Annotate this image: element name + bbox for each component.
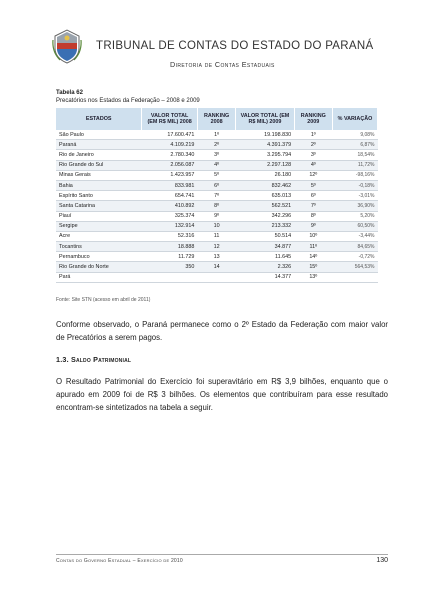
table-row bbox=[56, 272, 378, 282]
organization-subtitle: Diretoria de Contas Estaduais bbox=[170, 60, 275, 69]
cell-variacao: 564,53% bbox=[332, 262, 377, 272]
page-header bbox=[52, 28, 392, 78]
parana-coat-of-arms-icon bbox=[52, 28, 82, 64]
table-row bbox=[56, 170, 378, 180]
cell-ranking-2008: 4º bbox=[197, 160, 235, 170]
page-number: 130 bbox=[376, 557, 388, 564]
cell-valor-2008: 52.316 bbox=[142, 231, 198, 241]
table-row bbox=[56, 140, 378, 150]
cell-variacao: -3,44% bbox=[332, 231, 377, 241]
cell-valor-2008: 4.109.219 bbox=[142, 140, 198, 150]
organization-title: TRIBUNAL DE CONTAS DO ESTADO DO PARANÁ bbox=[96, 40, 374, 52]
footer-text: Contas do Governo Estadual – Exercício de 2010 bbox=[56, 558, 183, 564]
table-row bbox=[56, 262, 378, 272]
cell-valor-2009: 34.877 bbox=[236, 242, 294, 252]
cell-valor-2008 bbox=[142, 272, 198, 282]
cell-valor-2008: 2.780.340 bbox=[142, 150, 198, 160]
cell-ranking-2009: 9º bbox=[294, 221, 332, 231]
cell-valor-2008: 11.729 bbox=[142, 252, 198, 262]
cell-variacao: -0,18% bbox=[332, 180, 377, 190]
cell-estado: São Paulo bbox=[56, 130, 142, 140]
cell-ranking-2009: 6º bbox=[294, 191, 332, 201]
cell-valor-2009: 562.521 bbox=[236, 201, 294, 211]
cell-ranking-2008: 11 bbox=[197, 231, 235, 241]
table-row bbox=[56, 242, 378, 252]
cell-valor-2009: 342.296 bbox=[236, 211, 294, 221]
cell-valor-2009: 2.297.128 bbox=[236, 160, 294, 170]
cell-valor-2009: 11.645 bbox=[236, 252, 294, 262]
cell-valor-2008: 1.423.957 bbox=[142, 170, 198, 180]
cell-estado: Tocantins bbox=[56, 242, 142, 252]
table-header-row bbox=[56, 108, 378, 130]
footer-divider bbox=[56, 554, 388, 555]
cell-ranking-2008: 7º bbox=[197, 191, 235, 201]
cell-variacao: -0,72% bbox=[332, 252, 377, 262]
table-row bbox=[56, 150, 378, 160]
cell-estado: Pará bbox=[56, 272, 142, 282]
cell-variacao: 11,72% bbox=[332, 160, 377, 170]
cell-valor-2008: 325.374 bbox=[142, 211, 198, 221]
cell-valor-2008: 2.056.087 bbox=[142, 160, 198, 170]
cell-variacao: -98,16% bbox=[332, 170, 377, 180]
cell-ranking-2009: 14º bbox=[294, 252, 332, 262]
cell-valor-2009: 635.013 bbox=[236, 191, 294, 201]
paragraph-saldo-patrimonial: O Resultado Patrimonial do Exercício foi superavitário em R$ 3,9 bilhões, enquanto que o apurado em 2009 foi de R$ 3 bilhões. Os elementos que contribuíram para esse resultado encontram-se sintetizados na tabela a seguir. bbox=[56, 377, 388, 412]
cell-valor-2008: 132.914 bbox=[142, 221, 198, 231]
cell-estado: Minas Gerais bbox=[56, 170, 142, 180]
table-row bbox=[56, 180, 378, 190]
cell-ranking-2009: 5º bbox=[294, 180, 332, 190]
table-row bbox=[56, 201, 378, 211]
cell-ranking-2008: 8º bbox=[197, 201, 235, 211]
column-header-ranking-2008: RANKING 2008 bbox=[197, 108, 235, 130]
cell-valor-2009: 50.514 bbox=[236, 231, 294, 241]
cell-ranking-2009: 11º bbox=[294, 242, 332, 252]
cell-valor-2009: 2.326 bbox=[236, 262, 294, 272]
cell-variacao bbox=[332, 272, 377, 282]
cell-valor-2009: 26.180 bbox=[236, 170, 294, 180]
cell-valor-2009: 832.462 bbox=[236, 180, 294, 190]
cell-estado: Piauí bbox=[56, 211, 142, 221]
cell-valor-2008: 18.888 bbox=[142, 242, 198, 252]
cell-valor-2009: 14.377 bbox=[236, 272, 294, 282]
cell-ranking-2009: 8º bbox=[294, 211, 332, 221]
cell-ranking-2009: 13º bbox=[294, 272, 332, 282]
table-row bbox=[56, 191, 378, 201]
cell-valor-2008: 350 bbox=[142, 262, 198, 272]
table-label: Tabela 62 bbox=[56, 90, 83, 96]
cell-ranking-2009: 1º bbox=[294, 130, 332, 140]
cell-ranking-2009: 4º bbox=[294, 160, 332, 170]
cell-variacao: 36,90% bbox=[332, 201, 377, 211]
cell-ranking-2008: 3º bbox=[197, 150, 235, 160]
cell-ranking-2009: 7º bbox=[294, 201, 332, 211]
cell-variacao: 60,50% bbox=[332, 221, 377, 231]
cell-ranking-2008: 5º bbox=[197, 170, 235, 180]
cell-ranking-2008: 1º bbox=[197, 130, 235, 140]
cell-ranking-2009: 15º bbox=[294, 262, 332, 272]
cell-valor-2008: 17.600.471 bbox=[142, 130, 198, 140]
cell-ranking-2008: 10 bbox=[197, 221, 235, 231]
cell-ranking-2009: 12º bbox=[294, 170, 332, 180]
cell-valor-2009: 4.391.379 bbox=[236, 140, 294, 150]
cell-ranking-2008: 6º bbox=[197, 180, 235, 190]
cell-ranking-2009: 2º bbox=[294, 140, 332, 150]
cell-estado: Pernambuco bbox=[56, 252, 142, 262]
cell-valor-2008: 833.981 bbox=[142, 180, 198, 190]
paragraph-parana-ranking: Conforme observado, o Paraná permanece como o 2º Estado da Federação com maior valor de Precatórios a serem pagos. bbox=[56, 320, 388, 342]
cell-variacao: 5,20% bbox=[332, 211, 377, 221]
table-row bbox=[56, 231, 378, 241]
table-source: Fonte: Site STN (acesso em abril de 2011) bbox=[56, 297, 151, 303]
cell-estado: Bahia bbox=[56, 180, 142, 190]
cell-estado: Paraná bbox=[56, 140, 142, 150]
cell-estado: Rio de Janeiro bbox=[56, 150, 142, 160]
cell-variacao: 9,08% bbox=[332, 130, 377, 140]
table-row bbox=[56, 130, 378, 140]
cell-valor-2009: 19.198.830 bbox=[236, 130, 294, 140]
cell-variacao: 84,65% bbox=[332, 242, 377, 252]
column-header-valor-2008: VALOR TOTAL (EM R$ MIL) 2008 bbox=[142, 108, 198, 130]
cell-valor-2009: 213.332 bbox=[236, 221, 294, 231]
cell-estado: Acre bbox=[56, 231, 142, 241]
cell-valor-2009: 3.295.794 bbox=[236, 150, 294, 160]
cell-valor-2008: 654.741 bbox=[142, 191, 198, 201]
cell-estado: Santa Catarina bbox=[56, 201, 142, 211]
cell-ranking-2009: 3º bbox=[294, 150, 332, 160]
cell-ranking-2008: 14 bbox=[197, 262, 235, 272]
cell-estado: Rio Grande do Sul bbox=[56, 160, 142, 170]
cell-variacao: 18,54% bbox=[332, 150, 377, 160]
cell-valor-2008: 410.892 bbox=[142, 201, 198, 211]
column-header-valor-2009: VALOR TOTAL (EM R$ MIL) 2009 bbox=[236, 108, 294, 130]
cell-ranking-2009: 10º bbox=[294, 231, 332, 241]
column-header-ranking-2009: RANKING 2009 bbox=[294, 108, 332, 130]
table-row bbox=[56, 252, 378, 262]
table-row bbox=[56, 221, 378, 231]
cell-ranking-2008: 13 bbox=[197, 252, 235, 262]
cell-ranking-2008: 9º bbox=[197, 211, 235, 221]
precatorios-table bbox=[56, 108, 378, 283]
column-header-estados: ESTADOS bbox=[56, 108, 142, 130]
cell-ranking-2008: 2º bbox=[197, 140, 235, 150]
table-title: Precatórios nos Estados da Federação – 2008 e 2009 bbox=[56, 97, 200, 104]
cell-variacao: 6,87% bbox=[332, 140, 377, 150]
column-header-variacao: % VARIAÇÃO bbox=[332, 108, 377, 130]
cell-ranking-2008: 12 bbox=[197, 242, 235, 252]
table-caption bbox=[56, 90, 200, 105]
cell-estado: Sergipe bbox=[56, 221, 142, 231]
cell-estado: Espírito Santo bbox=[56, 191, 142, 201]
cell-ranking-2008 bbox=[197, 272, 235, 282]
cell-estado: Rio Grande do Norte bbox=[56, 262, 142, 272]
table-row bbox=[56, 211, 378, 221]
table-row bbox=[56, 160, 378, 170]
section-heading: 1.3. Saldo Patrimonial bbox=[56, 355, 132, 364]
cell-variacao: -3,01% bbox=[332, 191, 377, 201]
